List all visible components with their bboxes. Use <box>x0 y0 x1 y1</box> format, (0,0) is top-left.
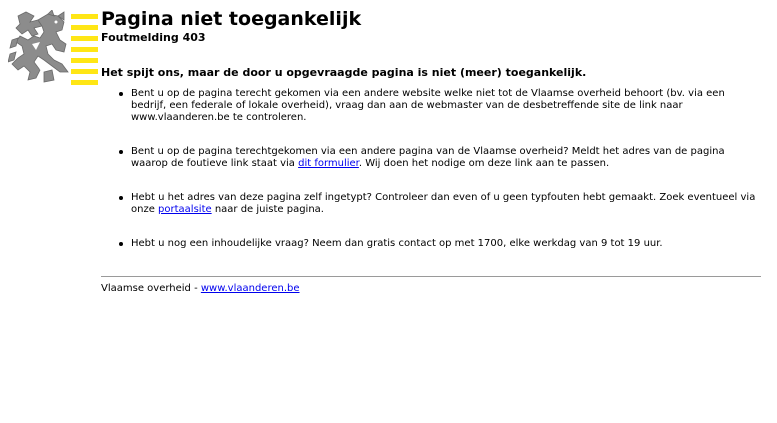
list-item <box>131 146 759 170</box>
logo-stripes <box>71 14 98 85</box>
footer <box>101 283 300 295</box>
portaalsite-link[interactable]: portaalsite <box>158 204 212 215</box>
vlaanderen-link[interactable]: www.vlaanderen.be <box>200 283 300 294</box>
footer-label: Vlaamse overheid - <box>101 283 201 294</box>
error-content <box>101 8 761 272</box>
list-item <box>131 88 759 124</box>
footer-divider <box>101 276 761 277</box>
bullet-icon <box>119 92 123 96</box>
list-item-text: Bent u op de pagina terecht gekomen via een andere website welke niet tot de Vlaamse overheid behoort (bv. via een bedrijf, een federale of lokale overheid), vraag dan aan de webmaster van de desbetreffende site de link naar www.vlaanderen.be te controleren. <box>131 88 725 123</box>
list-item-text: Bent u op de pagina terechtgekomen via een andere pagina van de Vlaamse overheid? Meldt het adres van de pagina waarop de foutieve link staat via <box>131 146 725 169</box>
bullet-icon <box>119 242 123 246</box>
help-list <box>101 88 761 250</box>
bullet-icon <box>119 196 123 200</box>
bullet-icon <box>119 150 123 154</box>
list-item-text: naar de juiste pagina. <box>211 204 324 215</box>
dit-formulier-link[interactable]: dit formulier <box>298 158 359 169</box>
page-title: Pagina niet toegankelijk <box>101 8 362 30</box>
error-code: Foutmelding 403 <box>101 31 206 44</box>
list-item <box>131 238 759 250</box>
list-item-text: . Wij doen het nodige om deze link aan te passen. <box>358 158 610 169</box>
list-item-text: Hebt u het adres van deze pagina zelf ingetypt? Controleer dan even of u geen typfouten hebt gemaakt. Zoek eventueel via onze <box>131 192 756 215</box>
list-item <box>131 192 759 216</box>
intro-text: Het spijt ons, maar de door u opgevraagde pagina is niet (meer) toegankelijk. <box>101 66 587 79</box>
list-item-text: Hebt u nog een inhoudelijke vraag? Neem dan gratis contact op met 1700, elke werkdag van 9 tot 19 uur. <box>131 238 663 249</box>
flemish-lion-logo-icon <box>8 10 100 86</box>
